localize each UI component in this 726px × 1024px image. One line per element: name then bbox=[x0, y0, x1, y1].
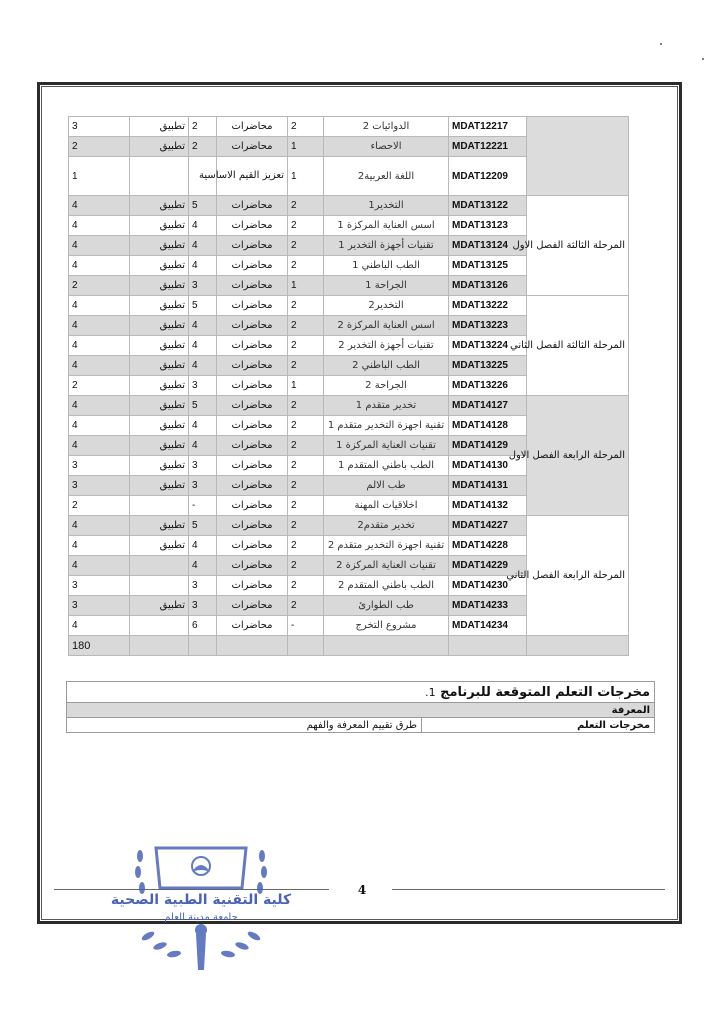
course-name-cell: طب الالم bbox=[324, 476, 449, 496]
theory-hours-cell: 2 bbox=[288, 456, 324, 476]
course-code-cell: MDAT12217 bbox=[449, 117, 527, 137]
course-code-cell: MDAT14129 bbox=[449, 436, 527, 456]
total-hours-cell: 4 bbox=[69, 556, 130, 576]
practical-hours-cell: 5 bbox=[189, 296, 217, 316]
total-hours-cell: 4 bbox=[69, 336, 130, 356]
empty-cell bbox=[527, 636, 629, 656]
course-code-cell: MDAT13224 bbox=[449, 336, 527, 356]
practical-hours-cell: 3 bbox=[189, 456, 217, 476]
assessment-methods: طرق تقييم المعرفة والفهم bbox=[67, 718, 422, 733]
practical-hours-cell: - bbox=[189, 496, 217, 516]
total-hours-cell: 2 bbox=[69, 276, 130, 296]
course-name-cell: اسس العناية المركزة 1 bbox=[324, 216, 449, 236]
course-code-cell: MDAT12209 bbox=[449, 157, 527, 196]
application-cell: تطبيق bbox=[130, 356, 189, 376]
course-name-cell: الطب الباطني 2 bbox=[324, 356, 449, 376]
practical-hours-cell: 5 bbox=[189, 516, 217, 536]
course-code-cell: MDAT14230 bbox=[449, 576, 527, 596]
total-hours-cell: 3 bbox=[69, 456, 130, 476]
outcomes-title: مخرجات التعلم المتوقعة للبرنامج bbox=[440, 684, 651, 700]
course-name-cell: الاحصاء bbox=[324, 137, 449, 157]
application-cell: تطبيق bbox=[130, 236, 189, 256]
application-cell: تطبيق bbox=[130, 596, 189, 616]
table-row bbox=[69, 117, 629, 137]
theory-hours-cell: 2 bbox=[288, 416, 324, 436]
logo-title: كلية التقنية الطبية الصحية bbox=[110, 892, 292, 908]
total-hours-cell: 4 bbox=[69, 536, 130, 556]
total-hours-cell: 4 bbox=[69, 216, 130, 236]
lecture-type-cell: محاضرات bbox=[217, 376, 288, 396]
practical-hours-cell: 4 bbox=[189, 316, 217, 336]
theory-hours-cell: 2 bbox=[288, 356, 324, 376]
course-name-cell: الطب باطني المتقدم 2 bbox=[324, 576, 449, 596]
page-number: 4 bbox=[357, 883, 367, 897]
practical-hours-cell: 3 bbox=[189, 276, 217, 296]
empty-cell bbox=[217, 636, 288, 656]
application-cell: تطبيق bbox=[130, 256, 189, 276]
course-name-cell: الجراحة 1 bbox=[324, 276, 449, 296]
theory-hours-cell: - bbox=[288, 616, 324, 636]
total-hours-cell: 3 bbox=[69, 476, 130, 496]
course-code-cell: MDAT13126 bbox=[449, 276, 527, 296]
practical-hours-cell: 4 bbox=[189, 356, 217, 376]
lecture-type-cell: محاضرات bbox=[217, 236, 288, 256]
theory-hours-cell: 2 bbox=[288, 516, 324, 536]
total-hours-cell: 4 bbox=[69, 236, 130, 256]
theory-hours-cell: 2 bbox=[288, 496, 324, 516]
lecture-type-cell: محاضرات bbox=[217, 556, 288, 576]
total-hours-cell: 1 bbox=[69, 157, 130, 196]
stage-cell: المرحلة الثالثة الفصل الاول bbox=[527, 196, 629, 296]
scan-speck bbox=[660, 43, 662, 45]
empty-cell bbox=[189, 636, 217, 656]
application-cell: تطبيق bbox=[130, 536, 189, 556]
lecture-type-cell: محاضرات bbox=[217, 296, 288, 316]
outcomes-heading bbox=[67, 682, 655, 703]
total-hours-cell: 2 bbox=[69, 376, 130, 396]
total-hours-cell: 4 bbox=[69, 436, 130, 456]
practical-hours-cell: 4 bbox=[189, 556, 217, 576]
lecture-type-cell: محاضرات bbox=[217, 216, 288, 236]
application-cell: تطبيق bbox=[130, 476, 189, 496]
total-hours-cell: 4 bbox=[69, 396, 130, 416]
practical-hours-cell: 4 bbox=[189, 236, 217, 256]
total-hours-cell: 2 bbox=[69, 496, 130, 516]
course-code-cell: MDAT14227 bbox=[449, 516, 527, 536]
course-name-cell: الطب الباطني 1 bbox=[324, 256, 449, 276]
practical-hours-cell: 2 bbox=[189, 137, 217, 157]
course-name-cell: اخلاقيات المهنة bbox=[324, 496, 449, 516]
theory-hours-cell: 1 bbox=[288, 157, 324, 196]
stage-cell bbox=[527, 117, 629, 196]
application-cell: تطبيق bbox=[130, 416, 189, 436]
table-row bbox=[69, 516, 629, 536]
lecture-type-cell: محاضرات bbox=[217, 576, 288, 596]
application-cell bbox=[130, 576, 189, 596]
practical-hours-cell: 5 bbox=[189, 396, 217, 416]
lecture-type-cell: محاضرات bbox=[217, 616, 288, 636]
total-hours-cell: 4 bbox=[69, 256, 130, 276]
theory-hours-cell: 2 bbox=[288, 556, 324, 576]
practical-hours-cell: 6 bbox=[189, 616, 217, 636]
outcomes-table bbox=[66, 681, 655, 733]
application-cell: تطبيق bbox=[130, 376, 189, 396]
course-name-cell: تقنيات أجهزة التخدير 1 bbox=[324, 236, 449, 256]
course-code-cell: MDAT14130 bbox=[449, 456, 527, 476]
lecture-type-cell: تعزيز القيم الاساسية bbox=[217, 157, 288, 196]
application-cell bbox=[130, 556, 189, 576]
practical-hours-cell: 3 bbox=[189, 596, 217, 616]
theory-hours-cell: 2 bbox=[288, 436, 324, 456]
theory-hours-cell: 2 bbox=[288, 396, 324, 416]
lecture-type-cell: محاضرات bbox=[217, 316, 288, 336]
lecture-type-cell: محاضرات bbox=[217, 416, 288, 436]
total-row bbox=[69, 636, 629, 656]
theory-hours-cell: 2 bbox=[288, 576, 324, 596]
total-hours-cell: 3 bbox=[69, 596, 130, 616]
lecture-type-cell: محاضرات bbox=[217, 276, 288, 296]
theory-hours-cell: 2 bbox=[288, 117, 324, 137]
total-hours-cell: 3 bbox=[69, 576, 130, 596]
lecture-type-cell: محاضرات bbox=[217, 396, 288, 416]
lecture-type-cell: محاضرات bbox=[217, 516, 288, 536]
practical-hours-cell: 2 bbox=[189, 117, 217, 137]
course-name-cell: تقنية اجهزة التخدير متقدم 2 bbox=[324, 536, 449, 556]
application-cell: تطبيق bbox=[130, 456, 189, 476]
application-cell: تطبيق bbox=[130, 137, 189, 157]
course-code-cell: MDAT14127 bbox=[449, 396, 527, 416]
course-code-cell: MDAT13125 bbox=[449, 256, 527, 276]
course-name-cell: تقنيات العناية المركزة 2 bbox=[324, 556, 449, 576]
course-name-cell: اسس العناية المركزة 2 bbox=[324, 316, 449, 336]
table-row bbox=[69, 296, 629, 316]
course-name-cell: تقنيات العناية المركزة 1 bbox=[324, 436, 449, 456]
course-name-cell: الطب باطني المتقدم 1 bbox=[324, 456, 449, 476]
course-name-cell: الجراحة 2 bbox=[324, 376, 449, 396]
lecture-type-cell: محاضرات bbox=[217, 137, 288, 157]
practical-hours-cell: 5 bbox=[189, 196, 217, 216]
total-hours-cell: 4 bbox=[69, 196, 130, 216]
theory-hours-cell: 1 bbox=[288, 276, 324, 296]
stage-cell: المرحلة الرابعة الفصل الاول bbox=[527, 396, 629, 516]
college-logo bbox=[110, 842, 292, 974]
empty-cell bbox=[324, 636, 449, 656]
table-row bbox=[69, 196, 629, 216]
application-cell: تطبيق bbox=[130, 276, 189, 296]
empty-cell bbox=[130, 636, 189, 656]
course-code-cell: MDAT13223 bbox=[449, 316, 527, 336]
course-name-cell: التخدير1 bbox=[324, 196, 449, 216]
theory-hours-cell: 2 bbox=[288, 316, 324, 336]
scan-speck bbox=[702, 58, 704, 60]
theory-hours-cell: 1 bbox=[288, 376, 324, 396]
application-cell: تطبيق bbox=[130, 316, 189, 336]
theory-hours-cell: 2 bbox=[288, 196, 324, 216]
practical-hours-cell: 4 bbox=[189, 216, 217, 236]
lecture-type-cell: محاضرات bbox=[217, 436, 288, 456]
theory-hours-cell: 2 bbox=[288, 336, 324, 356]
learning-outcomes-label: مخرجات التعلم bbox=[422, 718, 655, 733]
course-name-cell: التخدير2 bbox=[324, 296, 449, 316]
stage-cell: المرحلة الرابعة الفصل الثاني bbox=[527, 516, 629, 636]
lecture-type-cell: محاضرات bbox=[217, 256, 288, 276]
practical-hours-cell: 4 bbox=[189, 536, 217, 556]
application-cell: تطبيق bbox=[130, 216, 189, 236]
lecture-type-cell: محاضرات bbox=[217, 456, 288, 476]
course-code-cell: MDAT13124 bbox=[449, 236, 527, 256]
lecture-type-cell: محاضرات bbox=[217, 117, 288, 137]
practical-hours-cell: 4 bbox=[189, 256, 217, 276]
practical-hours-cell: 4 bbox=[189, 436, 217, 456]
theory-hours-cell: 2 bbox=[288, 476, 324, 496]
course-code-cell: MDAT12221 bbox=[449, 137, 527, 157]
theory-hours-cell: 2 bbox=[288, 596, 324, 616]
stage-cell: المرحلة الثالثة الفصل الثاني bbox=[527, 296, 629, 396]
application-cell bbox=[130, 157, 189, 196]
outcomes-number: 1. bbox=[425, 685, 436, 699]
practical-hours-cell: 3 bbox=[189, 376, 217, 396]
course-code-cell: MDAT14229 bbox=[449, 556, 527, 576]
table-row bbox=[69, 396, 629, 416]
course-name-cell: تقنية اجهزة التخدير متقدم 1 bbox=[324, 416, 449, 436]
application-cell bbox=[130, 616, 189, 636]
practical-hours-cell: 3 bbox=[189, 576, 217, 596]
course-code-cell: MDAT13122 bbox=[449, 196, 527, 216]
course-code-cell: MDAT14132 bbox=[449, 496, 527, 516]
theory-hours-cell: 2 bbox=[288, 536, 324, 556]
practical-hours-cell: 4 bbox=[189, 416, 217, 436]
theory-hours-cell: 2 bbox=[288, 216, 324, 236]
theory-hours-cell: 2 bbox=[288, 236, 324, 256]
application-cell: تطبيق bbox=[130, 436, 189, 456]
course-name-cell: تخدير متقدم2 bbox=[324, 516, 449, 536]
theory-hours-cell: 1 bbox=[288, 137, 324, 157]
lecture-type-cell: محاضرات bbox=[217, 476, 288, 496]
course-code-cell: MDAT13226 bbox=[449, 376, 527, 396]
practical-hours-cell: 4 bbox=[189, 336, 217, 356]
application-cell bbox=[130, 496, 189, 516]
empty-cell bbox=[288, 636, 324, 656]
lecture-type-cell: محاضرات bbox=[217, 196, 288, 216]
course-code-cell: MDAT13123 bbox=[449, 216, 527, 236]
total-hours-cell: 4 bbox=[69, 416, 130, 436]
total-hours-cell: 4 bbox=[69, 616, 130, 636]
course-name-cell: مشروع التخرج bbox=[324, 616, 449, 636]
application-cell: تطبيق bbox=[130, 296, 189, 316]
grand-total-cell: 180 bbox=[69, 636, 130, 656]
empty-cell bbox=[449, 636, 527, 656]
total-hours-cell: 2 bbox=[69, 137, 130, 157]
application-cell: تطبيق bbox=[130, 396, 189, 416]
theory-hours-cell: 2 bbox=[288, 296, 324, 316]
lecture-type-cell: محاضرات bbox=[217, 496, 288, 516]
course-name-cell: تقنيات أجهزة التخدير 2 bbox=[324, 336, 449, 356]
course-name-cell: الدوائيات 2 bbox=[324, 117, 449, 137]
knowledge-label: المعرفة bbox=[67, 703, 655, 718]
course-name-cell: اللغة العربية2 bbox=[324, 157, 449, 196]
application-cell: تطبيق bbox=[130, 336, 189, 356]
lecture-type-cell: محاضرات bbox=[217, 596, 288, 616]
lecture-type-cell: محاضرات bbox=[217, 356, 288, 376]
course-name-cell: تخدير متقدم 1 bbox=[324, 396, 449, 416]
total-hours-cell: 4 bbox=[69, 356, 130, 376]
application-cell: تطبيق bbox=[130, 117, 189, 137]
course-code-cell: MDAT14228 bbox=[449, 536, 527, 556]
application-cell: تطبيق bbox=[130, 516, 189, 536]
total-hours-cell: 4 bbox=[69, 296, 130, 316]
theory-hours-cell: 2 bbox=[288, 256, 324, 276]
course-name-cell: طب الطوارئ bbox=[324, 596, 449, 616]
application-cell: تطبيق bbox=[130, 196, 189, 216]
course-code-cell: MDAT14234 bbox=[449, 616, 527, 636]
total-hours-cell: 4 bbox=[69, 316, 130, 336]
course-code-cell: MDAT13225 bbox=[449, 356, 527, 376]
course-code-cell: MDAT14128 bbox=[449, 416, 527, 436]
total-hours-cell: 3 bbox=[69, 117, 130, 137]
practical-hours-cell: 3 bbox=[189, 476, 217, 496]
footer-rule-right bbox=[392, 889, 665, 890]
courses-table bbox=[68, 116, 629, 656]
lecture-type-cell: محاضرات bbox=[217, 336, 288, 356]
course-code-cell: MDAT14131 bbox=[449, 476, 527, 496]
logo-subtitle: جامعة مدينة العلم bbox=[164, 912, 238, 923]
course-code-cell: MDAT14233 bbox=[449, 596, 527, 616]
course-code-cell: MDAT13222 bbox=[449, 296, 527, 316]
lecture-type-cell: محاضرات bbox=[217, 536, 288, 556]
total-hours-cell: 4 bbox=[69, 516, 130, 536]
